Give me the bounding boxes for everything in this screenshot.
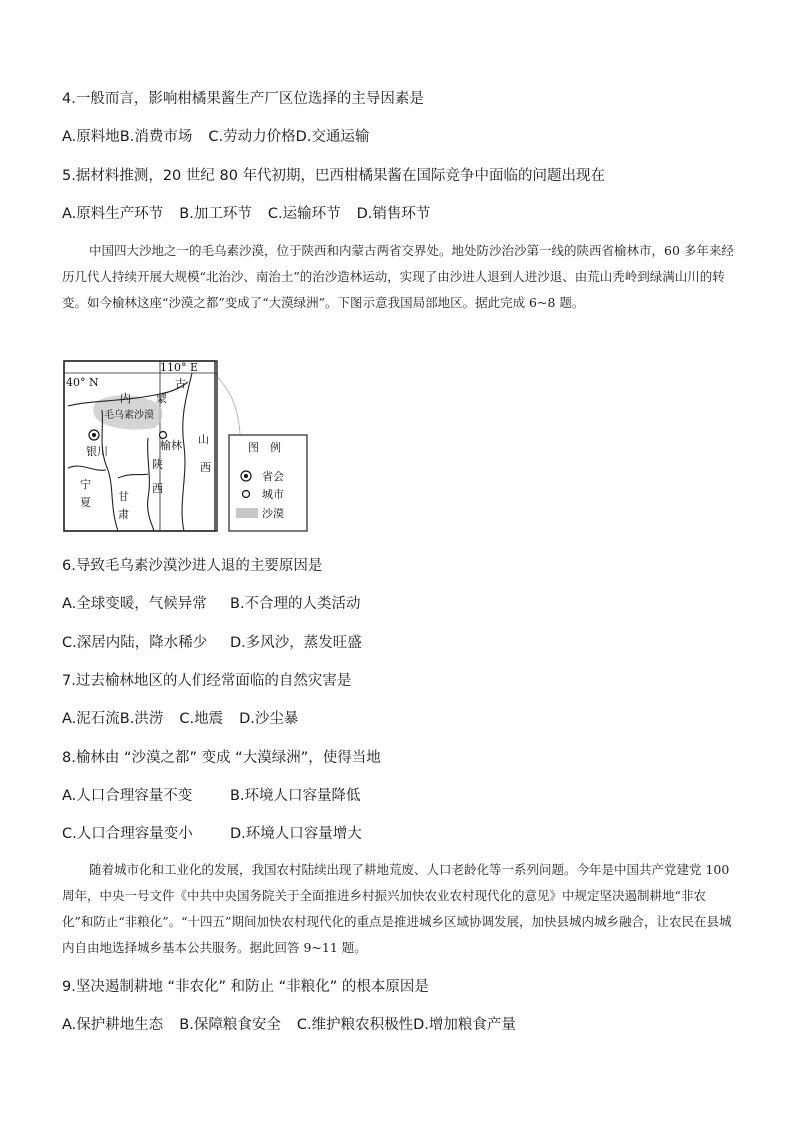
question-4-options	[62, 127, 369, 147]
region-shan: 山	[198, 433, 209, 446]
option-b[interactable]: B.保障粮食安全	[179, 1017, 281, 1033]
option-a[interactable]: A.原料生产环节	[62, 206, 164, 222]
question-6-options-row1	[62, 594, 361, 614]
region-desert: 毛乌素沙漠	[104, 410, 154, 421]
desert-swatch	[236, 508, 258, 518]
passage-2: 随着城市化和工业化的发展，我国农村陆续出现了耕地荒废、人口老龄化等一系列问题。今年是中国共产党建党 100 周年，中央一号文件《中共中央国务院关于全面推进乡村振兴加快农业农村现代化的意见》中规定坚决遏制耕地“非农化”和防止“非粮化”。“十四五”期间加快农村现代化的重点是推进城乡区域协调发展，加快县城内城乡融合，让农民在县城内自由地选择城乡基本公共服务。据此回答 9~11 题。	[62, 862, 732, 955]
question-8-options-row2	[62, 824, 362, 844]
option-b[interactable]: B.洪涝	[119, 711, 164, 727]
option-d[interactable]: D.交通运输	[295, 129, 370, 145]
region-xia: 夏	[80, 496, 91, 509]
question-6	[62, 556, 322, 576]
region-ning: 宁	[80, 478, 91, 491]
option-c[interactable]: C.地震	[179, 711, 224, 727]
question-7-stem: 7.过去榆林地区的人们经常面临的自然灾害是	[62, 673, 352, 689]
question-8-stem: 8.榆林由 “沙漠之都” 变成 “大漠绿洲”，使得当地	[62, 750, 381, 766]
question-5	[62, 166, 605, 186]
city-icon	[160, 432, 167, 439]
question-6-options-row2	[62, 633, 362, 653]
region-gan: 甘	[118, 490, 129, 503]
option-b[interactable]: B.消费市场	[119, 129, 193, 145]
option-d[interactable]: D.多风沙，蒸发旺盛	[230, 635, 362, 651]
option-a[interactable]: A.原料地	[62, 129, 120, 145]
region-su: 肃	[118, 508, 129, 521]
question-9-stem: 9.坚决遏制耕地 “非农化” 和防止 “非粮化” 的根本原因是	[62, 979, 429, 995]
option-b[interactable]: B.不合理的人类活动	[230, 596, 361, 612]
question-5-stem: 5.据材料推测，20 世纪 80 年代初期，巴西柑橘果酱在国际竞争中面临的问题出现在	[62, 168, 606, 184]
city-yinchuan: 银川	[86, 445, 108, 458]
option-c[interactable]: C.人口合理容量变小	[62, 826, 193, 842]
region-meng: 蒙	[156, 392, 167, 405]
option-a[interactable]: A.泥石流	[62, 711, 120, 727]
region-shaanxi-xi: 西	[152, 482, 163, 495]
lon-label: 110° E	[160, 361, 199, 374]
passage-1: 中国四大沙地之一的毛乌素沙漠，位于陕西和内蒙古两省交界处。地处防沙治沙第一线的陕西省榆林市，60 多年来经历几代人持续开展大规模“北治沙、南治土”的治沙造林运动，实现了由沙进人退到人进沙退、由荒山秃岭到绿满山川的转变。如今榆林这座“沙漠之都”变成了“大漠绿洲”。下图示意我国局部地区。据此完成 6~8 题。	[62, 243, 734, 310]
city-yulin: 榆林	[160, 439, 182, 452]
map-legend	[228, 434, 308, 532]
option-c[interactable]: C.劳动力价格	[208, 129, 296, 145]
option-d[interactable]: D.增加粮食产量	[413, 1017, 516, 1033]
question-9	[62, 977, 429, 997]
question-7	[62, 671, 351, 691]
option-d[interactable]: D.沙尘暴	[239, 711, 299, 727]
legend-desert: 沙漠	[262, 507, 284, 520]
option-b[interactable]: B.环境人口容量降低	[230, 788, 361, 804]
question-4-stem: 4.一般而言，影响柑橘果酱生产厂区位选择的主导因素是	[62, 91, 424, 107]
legend-capital: 省会	[262, 470, 284, 483]
question-7-options	[62, 709, 298, 729]
lat-label: 40° N	[66, 376, 99, 389]
option-c[interactable]: C.运输环节	[267, 206, 341, 222]
question-8	[62, 748, 381, 768]
capital-icon	[89, 430, 99, 440]
option-a[interactable]: A.人口合理容量不变	[62, 788, 193, 804]
region-nei: 内	[120, 392, 131, 405]
option-c[interactable]: C.深居内陆，降水稀少	[62, 635, 208, 651]
question-5-options	[62, 204, 430, 224]
legend-city: 城市	[262, 488, 284, 501]
city-icon	[243, 491, 250, 498]
question-6-stem: 6.导致毛乌素沙漠沙进人退的主要原因是	[62, 558, 323, 574]
region-shaan: 陕	[152, 458, 163, 471]
option-d[interactable]: D.环境人口容量增大	[230, 826, 362, 842]
option-c[interactable]: C.维护粮农积极性	[296, 1017, 414, 1033]
option-d[interactable]: D.销售环节	[356, 206, 431, 222]
legend-title: 图 例	[248, 441, 281, 454]
option-a[interactable]: A.全球变暖，气候异常	[62, 596, 207, 612]
question-8-options-row1	[62, 786, 361, 806]
question-9-options	[62, 1015, 516, 1035]
option-a[interactable]: A.保护耕地生态	[62, 1017, 164, 1033]
question-4	[62, 89, 424, 109]
region-shanxi-xi: 西	[200, 461, 211, 474]
option-b[interactable]: B.加工环节	[179, 206, 252, 222]
region-gu: 古	[175, 377, 186, 390]
